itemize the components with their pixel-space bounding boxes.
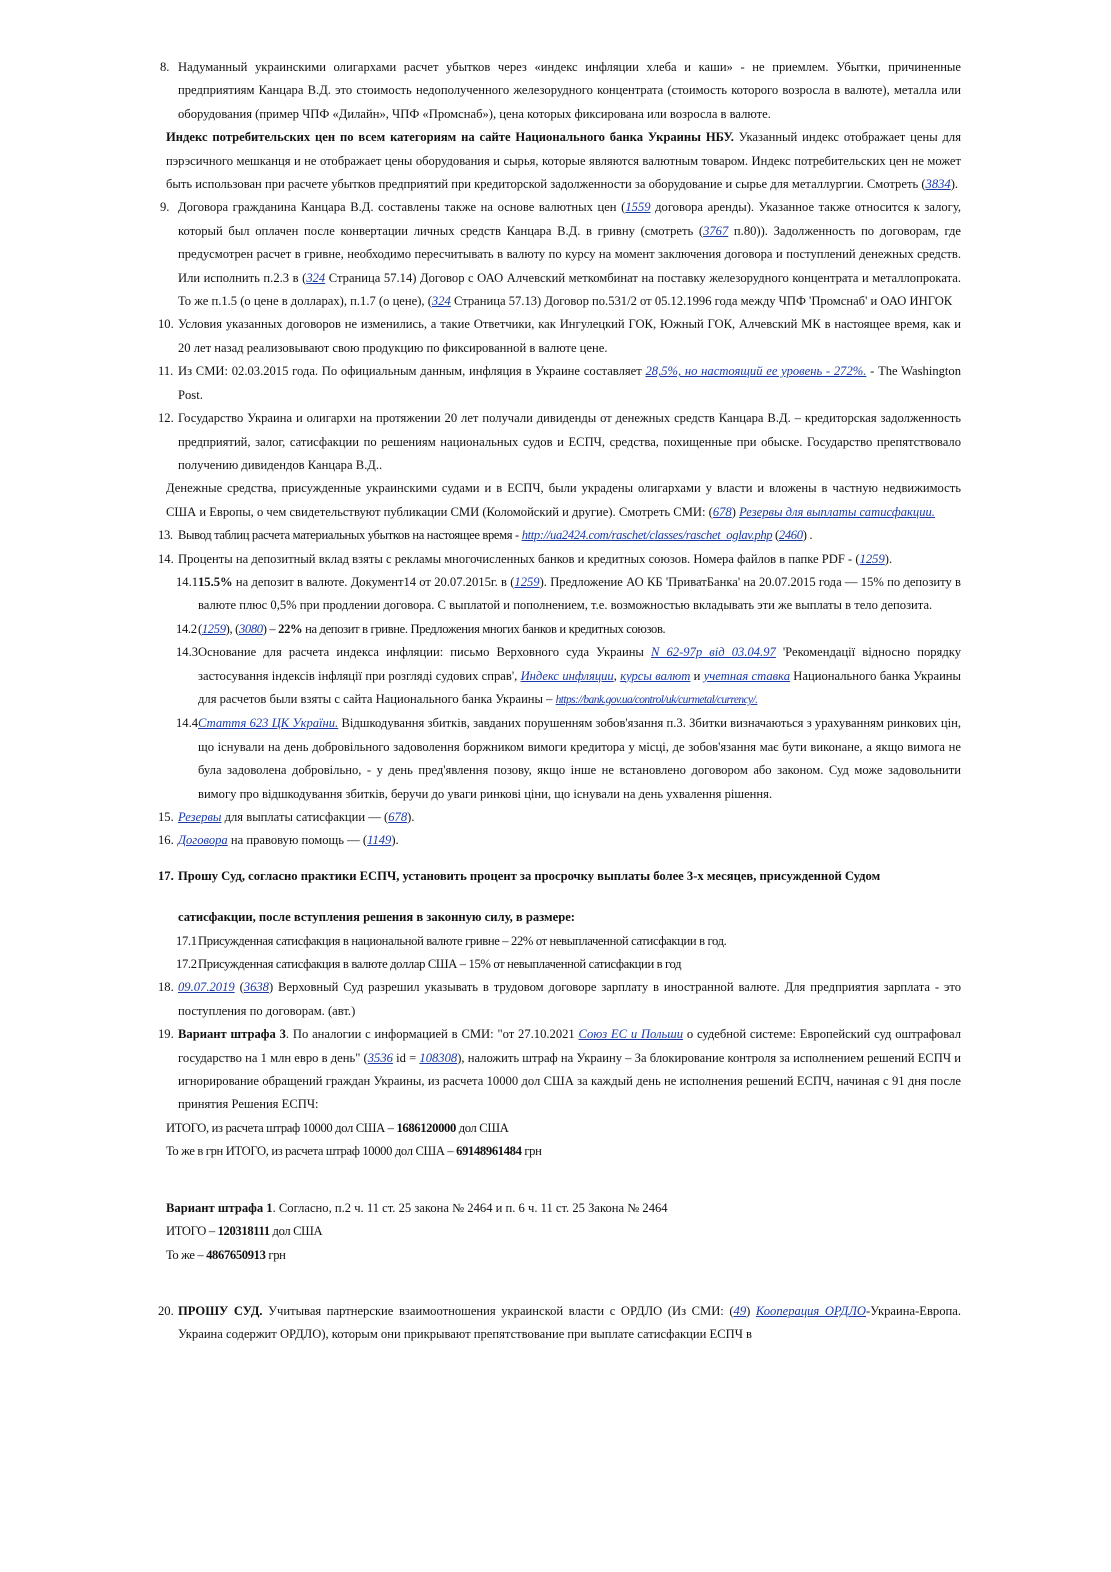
item-text: договора аренды). Указанное также относится к залогу, который был оплачен после конвертации личных средств Канцара В.Д. в гривну (смотреть ( — [178, 200, 962, 238]
url-link[interactable]: http://ua2424.com/raschet/classes/raschet_oglav.php — [521, 528, 773, 543]
item-text: ). — [391, 833, 399, 848]
file-link[interactable]: 49 — [733, 1303, 747, 1318]
file-link[interactable]: 324 — [431, 294, 451, 309]
sub-item-14-3 — [160, 641, 961, 712]
item-text: Основание для расчета индекса инфляции: письмо Верховного суда Украины — [198, 645, 651, 660]
item-number: 13. — [158, 528, 173, 543]
total-value: 120318111 — [217, 1224, 270, 1239]
item-number: 18. — [158, 980, 174, 995]
item-text: Из СМИ: 02.03.2015 года. По официальным данным, инфляция в Украине составляет — [178, 364, 646, 379]
item-text: Проценты на депозитный вклад взяты с рекламы многочисленных банков и кредитных союзов. Номера файлов в папке PDF - ( — [178, 551, 860, 566]
item-text: Государство Украина и олигархи на протяжении 20 лет получали дивиденды от денежных средств Канцара В.Д. – кредиторская задолженность предприятий, залог, сатисфакции по решениям национальных судов и ЕСПЧ, средства, похищенные при обыске. Государство препятствовало получению дивидендов Канцара В.Д.. — [178, 411, 961, 472]
item-number: 8. — [160, 60, 170, 74]
exchange-rates-link[interactable]: курсы валют — [620, 668, 691, 683]
date-link[interactable]: 09.07.2019 — [178, 980, 235, 995]
file-link[interactable]: 3536 — [367, 1050, 393, 1065]
file-link[interactable]: 3767 — [703, 223, 729, 238]
item-text: и — [690, 668, 704, 683]
item-text: Договора гражданина Канцара В.Д. составлены также на основе валютных цен ( — [178, 200, 626, 215]
item-number: 17.1 — [176, 933, 197, 948]
file-link[interactable]: 2460 — [778, 528, 803, 543]
item-number: 9. — [160, 200, 170, 215]
total-usd-line — [160, 1117, 961, 1140]
item-text: , — [613, 668, 621, 683]
item-text: -Украина-Европа. Украина содержит ОРДЛО), которым они прикрывают препятствование при выплате сатисфакции ЕСПЧ в — [178, 1303, 961, 1342]
bold-heading: Вариант штрафа 1 — [166, 1200, 273, 1215]
item-number: 15. — [158, 810, 174, 824]
item-number: 14.2 — [176, 621, 197, 636]
list-item-11 — [160, 360, 961, 407]
paragraph-text: Денежные средства, присужденные украинскими судами и в ЕСПЧ, были украдены олигархами у власти и вложены в частную недвижимость США и Европы, о чем свидетельствуют публикации СМИ (Коломойский и другие). Смотреть СМИ: ( — [166, 481, 961, 519]
item-number: 12. — [158, 411, 174, 426]
bold-heading: Вариант штрафа 3 — [178, 1027, 286, 1042]
statute-link[interactable]: Стаття 623 ЦК України. — [198, 716, 339, 731]
item-number: 17. — [158, 868, 174, 883]
list-item-17 — [160, 865, 961, 930]
item-text: на правовую помощь — ( — [227, 833, 368, 848]
paragraph-text: Указанный индекс отображает цены для пэрэсичного мешканця и не отображает цены оборудования и сырья, которые являются валютным товаром. Индекс потребительских цен не может быть использован при расчете убытков предприятий при кредиторской задолженности за оборудование и сырье для металлургии. Смотреть ( — [166, 130, 961, 192]
list-item-8 — [160, 56, 961, 126]
item-text: ), ( — [225, 621, 239, 636]
item-number: 16. — [158, 833, 174, 848]
discount-rate-link[interactable]: учетная ставка — [703, 668, 790, 683]
item-text: п.80)). Задолженность по договорам, где предусмотрен расчет в гривне, необходимо пересчитывать в валюту по курсу на момент заключения договора и поступлений денежных средств. Или исполнить п.2.3 в ( — [178, 223, 961, 285]
sub-item-14-4 — [160, 712, 961, 806]
item-text: ), наложить штраф на Украину – За блокирование контроля за исполнением решений ЕСПЧ и игнорирование обращений граждан Украины, из расчета 10000 дол США за каждый день не исполнения решений ЕСПЧ, начиная с 91 дня после принятия Решения ЕСПЧ: — [178, 1050, 962, 1112]
file-link[interactable]: 1259 — [514, 574, 540, 589]
item-text: ) . — [802, 528, 813, 543]
total-value: 4867650913 — [206, 1247, 266, 1262]
reserves-link[interactable]: Резервы — [178, 810, 222, 824]
id-link[interactable]: 108308 — [419, 1050, 458, 1065]
item-text: ). — [407, 810, 415, 824]
file-link[interactable]: 678 — [388, 810, 408, 824]
item-number: 17.2 — [176, 957, 197, 972]
item-text: Учитывая партнерские взаимоотношения украинской власти с ОРДЛО (Из СМИ: ( — [262, 1303, 734, 1318]
file-link[interactable]: 1559 — [625, 200, 651, 215]
list-item-16 — [160, 829, 961, 852]
variant-1-total-uah — [160, 1244, 961, 1267]
total-label: То же в грн ИТОГО, из расчета штраф 10000 дол США – — [166, 1144, 457, 1159]
list-item-9 — [160, 196, 961, 313]
file-link[interactable]: 1259 — [859, 551, 885, 566]
contracts-link[interactable]: Договора — [178, 833, 228, 848]
sub-item-14-1 — [160, 571, 961, 618]
item-text: - The Washington Post. — [178, 364, 962, 402]
file-link[interactable]: 3080 — [238, 621, 263, 636]
list-item-12 — [160, 407, 961, 477]
sub-item-14-2 — [160, 618, 961, 641]
item-text: на депозит в валюте. Документ14 от 20.07.2015г. в ( — [232, 574, 515, 589]
paragraph-text: ). — [950, 177, 959, 192]
total-label: ИТОГО – — [166, 1224, 218, 1239]
item-text: Відшкодування збитків, завданих порушенням зобов'язання п.3. Збитки визначаються з урахуванням ринкових цін, що існували на день добровільного задоволення боржником вимоги кредитора у місці, де зобов'язання має бути виконане, а якщо вимога не була задоволена добровільно, - у день пред'явлення позову, якщо інше не встановлено договором або законом. Суд може задовольнити вимогу про відшкодування збитків, беручи до уваги ринкові ціни, що існували на день ухвалення рішення. — [198, 716, 961, 801]
variant-1-total-usd — [160, 1220, 961, 1243]
item-number: 14.1 — [176, 574, 199, 589]
fine-variant-1 — [160, 1197, 961, 1220]
paragraph-text: . Согласно, п.2 ч. 11 ст. 25 закона № 2464 и п. 6 ч. 11 ст. 25 Закона № 2464 — [272, 1200, 668, 1215]
list-item-13 — [160, 524, 961, 547]
total-unit: дол США — [455, 1120, 509, 1135]
item-text: ) – — [262, 621, 279, 636]
item-number: 14. — [158, 551, 174, 566]
file-link[interactable]: 678 — [712, 504, 732, 519]
item-number: 20. — [158, 1303, 174, 1318]
item-text: ( — [772, 528, 779, 543]
item-text: Условия указанных договоров не изменились, а такие Ответчики, как Ингулецкий ГОК, Южный ГОК, Алчевский МК в настоящее время, как и 20 лет назад реализовывают свою продукцию по фиксированной в валюте цене. — [178, 317, 961, 355]
paragraph-text: ) — [731, 504, 740, 519]
item-text: Вывод таблиц расчета материальных убытков на настоящее время - — [178, 528, 522, 543]
item-text: ( — [198, 621, 202, 636]
total-unit: грн — [521, 1144, 542, 1159]
total-label: То же – — [166, 1247, 207, 1262]
news-link[interactable]: Союз ЕС и Польши — [578, 1027, 684, 1042]
item-text: Прошу Суд, согласно практики ЕСПЧ, установить процент за просрочку выплаты более 3-х месяцев, присужденной Судом — [178, 868, 881, 883]
item-text: ). Предложение АО КБ 'ПриватБанка' на 20.07.2015 года — 15% по депозиту в валюте плюс 0,5% при продлении договора. С выплатой и пополнением, т.е. возможностью вкладывать эти же выплаты в тело депозита. — [198, 574, 961, 613]
item-text: Надуманный украинскими олигархами расчет убытков через «индекс инфляции хлеба и каши» - не приемлем. Убытки, причиненные предприятиям Канцара В.Д. это стоимость недополученного железорудного концентрата (стоимость которого возросла в валюте), металла или оборудования (пример ЧПФ «Дилайн», ЧПФ «Промснаб»), цена которых фиксирована или возросла в валюте. — [178, 60, 961, 121]
item-text: ). — [884, 551, 893, 566]
list-item-18 — [160, 976, 961, 1023]
sub-item-17-2 — [160, 953, 961, 976]
item-text: о судебной системе: Европейский суд оштрафовал государство на 1 млн евро в день" ( — [178, 1027, 961, 1065]
item-text: Присужденная сатисфакция в валюте доллар США – 15% от невыплаченной сатисфакции в год — [198, 957, 682, 972]
file-link[interactable]: 1259 — [201, 621, 226, 636]
item-text: ) — [746, 1303, 756, 1318]
bold-heading: ПРОШУ СУД. — [178, 1303, 263, 1318]
letter-link[interactable]: N 62-97р від 03.04.97 — [651, 645, 776, 660]
file-link[interactable]: 324 — [306, 270, 326, 285]
bold-value: 15.5% — [198, 574, 233, 589]
total-uah-line — [160, 1140, 961, 1163]
news-link[interactable]: Кооперация ОРДЛО — [755, 1303, 867, 1318]
item-number: 19. — [158, 1027, 174, 1042]
total-label: ИТОГО, из расчета штраф 10000 дол США – — [166, 1120, 397, 1135]
item-text: Страница 57.13) Договор по.531/2 от 05.12.1996 года между ЧПФ 'Промснаб' и ОАО ИНГОК — [450, 294, 953, 309]
file-link[interactable]: 1149 — [367, 833, 392, 848]
item-text: Присужденная сатисфакция в национальной валюте гривне – 22% от невыплаченной сатисфакции в год. — [198, 933, 727, 948]
item-number: 11. — [158, 364, 174, 379]
item-text: . По аналогии с информацией в СМИ: "от 27.10.2021 — [285, 1027, 579, 1042]
file-link[interactable]: 3834 — [925, 177, 951, 192]
total-unit: дол США — [269, 1224, 323, 1239]
reserves-link[interactable]: Резервы для выплаты сатисфакции. — [739, 504, 935, 519]
item-text: Страница 57.14) Договор с ОАО Алчевский меткомбинат на поставку железорудного концентрата и металлопроката. То же п.1.5 (о цене в долларах), п.1.7 (о цене), ( — [178, 270, 961, 309]
total-value: 69148961484 — [456, 1144, 522, 1159]
list-item-15 — [160, 806, 961, 829]
bold-value: 22% — [278, 621, 303, 636]
bold-heading: Индекс потребительских цен по всем категориям на сайте Национального банка Украины НБУ. — [166, 130, 734, 145]
list-item-14 — [160, 548, 961, 571]
total-unit: грн — [265, 1247, 286, 1262]
item-text: для выплаты сатисфакции — ( — [221, 810, 389, 824]
paragraph-funds — [160, 477, 961, 524]
file-link[interactable]: 3638 — [243, 980, 269, 995]
item-text: 'Рекомендації відносно порядку застосування індексів інфляції при розгляді судових справ', — [198, 645, 961, 683]
item-number: 14.4 — [176, 716, 199, 731]
sub-item-17-1 — [160, 930, 961, 953]
item-text: Национального банка Украины для расчетов были взяты с сайта Национального банка Украины – — [198, 668, 962, 706]
item-number: 14.3 — [176, 645, 199, 660]
news-link[interactable]: 28,5%, но настоящий ее уровень - 272%. — [645, 364, 867, 379]
item-text: сатисфакции, после вступления решения в законную силу, в размере: — [178, 910, 576, 925]
item-number: 10. — [158, 317, 174, 332]
url-link[interactable]: https://bank.gov.ua/control/uk/curmetal/currency/. — [555, 693, 758, 706]
total-value: 1686120000 — [396, 1120, 456, 1135]
item-text: ) Верховный Суд разрешил указывать в трудовом договоре зарплату в иностранной валюте. Для предприятия зарплата - это поступления по договорам. (авт.) — [178, 980, 961, 1018]
item-text: ( — [234, 980, 244, 995]
list-item-10 — [160, 313, 961, 360]
list-item-20 — [160, 1300, 961, 1347]
item-text: на депозит в гривне. Предложения многих банков и кредитных союзов. — [302, 621, 666, 636]
paragraph-cpi — [160, 126, 961, 196]
list-item-19 — [160, 1023, 961, 1117]
inflation-index-link[interactable]: Индекс инфляции — [520, 668, 614, 683]
item-text: id = — [392, 1050, 420, 1065]
